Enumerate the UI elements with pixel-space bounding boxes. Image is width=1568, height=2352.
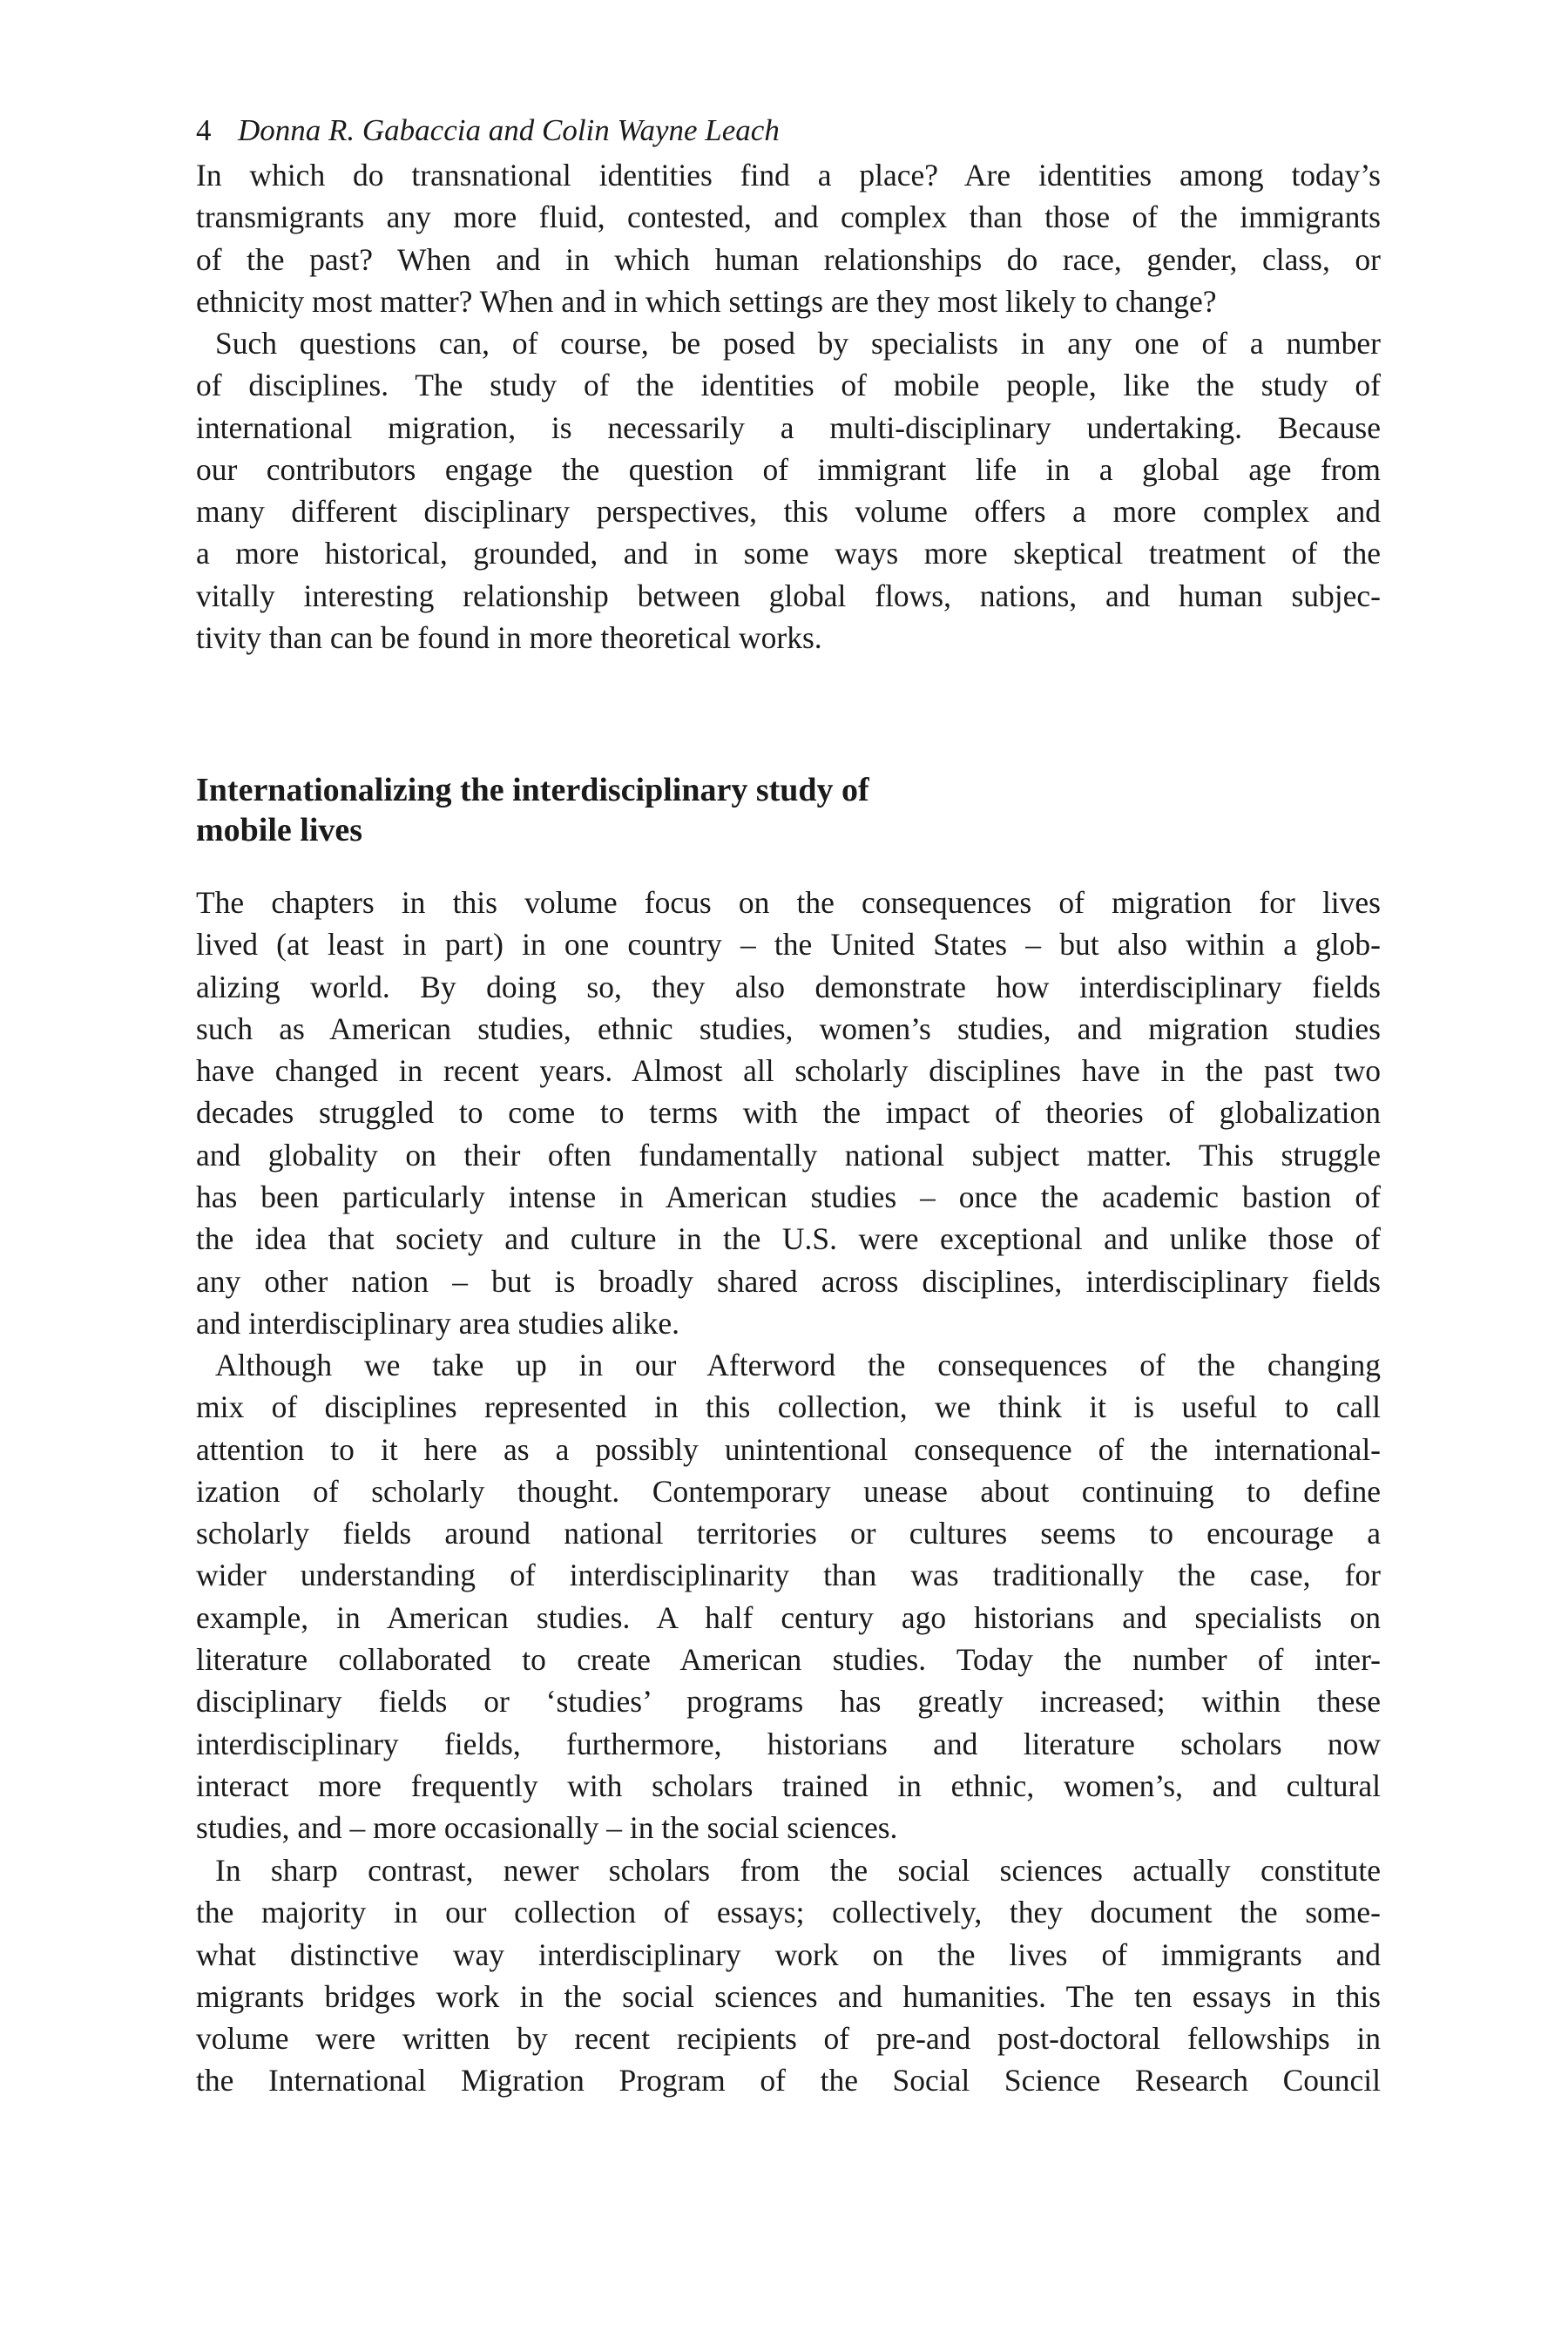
text-line: mix of disciplines represented in this collection, we think it is useful to call: [196, 1389, 1381, 1425]
text-line: any other nation – but is broadly shared across disciplines, interdisciplinary fields: [196, 1263, 1381, 1299]
paragraph-4: [196, 1344, 1381, 1849]
text-line: interact more frequently with scholars trained in ethnic, women’s, and cultural: [196, 1767, 1381, 1803]
text-line: the idea that society and culture in the U.S. were exceptional and unlike those of: [196, 1221, 1381, 1257]
section-heading-line: Internationalizing the interdisciplinary study of: [196, 772, 869, 808]
text-line: example, in American studies. A half century ago historians and specialists on: [196, 1599, 1381, 1635]
text-line: attention to it here as a possibly unintentional consequence of the international-: [196, 1431, 1381, 1467]
text-line: disciplinary fields or ‘studies’ programs has greatly increased; within these: [196, 1684, 1381, 1720]
text-line: alizing world. By doing so, they also demonstrate how interdisciplinary fields: [196, 969, 1381, 1004]
text-line: volume were written by recent recipients of pre-and post-doctoral fellowships in: [196, 2021, 1381, 2057]
text-line: In sharp contrast, newer scholars from the social sciences actually constitute: [215, 1853, 1381, 1888]
paragraph-5: [196, 1849, 1381, 2102]
text-line: the majority in our collection of essays; collectively, they document the some-: [196, 1895, 1381, 1930]
paragraph-2: [196, 322, 1381, 659]
text-line: Such questions can, of course, be posed by specialists in any one of a number: [215, 326, 1381, 361]
text-line: transmigrants any more fluid, contested, and complex than those of the immigrants: [196, 199, 1381, 235]
text-line: and interdisciplinary area studies alike.: [196, 1305, 679, 1341]
text-line: wider understanding of interdisciplinarity than was traditionally the case, for: [196, 1558, 1381, 1593]
text-line: migrants bridges work in the social sciences and humanities. The ten essays in this: [196, 1978, 1381, 2014]
text-line: what distinctive way interdisciplinary work on the lives of immigrants and: [196, 1936, 1381, 1972]
text-line: lived (at least in part) in one country – the United States – but also within a glob-: [196, 927, 1381, 963]
section-heading: [196, 770, 1381, 850]
paragraph-1: [196, 154, 1381, 322]
text-line: tivity than can be found in more theoretical works.: [196, 620, 822, 656]
text-line: has been particularly intense in American studies – once the academic bastion of: [196, 1179, 1381, 1215]
text-line: studies, and – more occasionally – in the social sciences.: [196, 1810, 898, 1846]
text-line: ization of scholarly thought. Contemporary unease about continuing to define: [196, 1473, 1381, 1509]
text-line: of the past? When and in which human relationships do race, gender, class, or: [196, 241, 1381, 277]
text-line: ethnicity most matter? When and in which settings are they most likely to change?: [196, 283, 1217, 319]
paragraph-3: [196, 882, 1381, 1344]
text-line: such as American studies, ethnic studies, women’s studies, and migration studies: [196, 1010, 1381, 1046]
running-head: [196, 112, 780, 150]
text-line: literature collaborated to create American studies. Today the number of inter-: [196, 1642, 1381, 1678]
running-head-authors: Donna R. Gabaccia and Colin Wayne Leach: [238, 113, 780, 147]
section-heading-line: mobile lives: [196, 812, 363, 848]
text-line: our contributors engage the question of immigrant life in a global age from: [196, 451, 1381, 487]
text-line: a more historical, grounded, and in some ways more skeptical treatment of the: [196, 536, 1381, 571]
text-line: Although we take up in our Afterword the consequences of the changing: [215, 1348, 1381, 1382]
text-line: interdisciplinary fields, furthermore, historians and literature scholars now: [196, 1726, 1381, 1761]
text-line: In which do transnational identities find a place? Are identities among today’s: [196, 158, 1381, 193]
text-line: The chapters in this volume focus on the consequences of migration for lives: [196, 885, 1381, 920]
text-line: of disciplines. The study of the identities of mobile people, like the study of: [196, 368, 1381, 403]
text-line: scholarly fields around national territories or cultures seems to encourage a: [196, 1516, 1381, 1551]
text-line: have changed in recent years. Almost all scholarly disciplines have in the past two: [196, 1053, 1381, 1089]
text-line: many different disciplinary perspectives, this volume offers a more complex and: [196, 494, 1381, 530]
text-line: decades struggled to come to terms with the impact of theories of globalization: [196, 1095, 1381, 1131]
page-number: 4: [196, 113, 212, 147]
text-line: international migration, is necessarily a multi-disciplinary undertaking. Because: [196, 409, 1381, 445]
text-line: vitally interesting relationship between global flows, nations, and human subjec-: [196, 578, 1381, 613]
text-line: and globality on their often fundamentally national subject matter. This struggle: [196, 1137, 1381, 1173]
text-line: the International Migration Program of the Social Science Research Council: [196, 2063, 1381, 2099]
